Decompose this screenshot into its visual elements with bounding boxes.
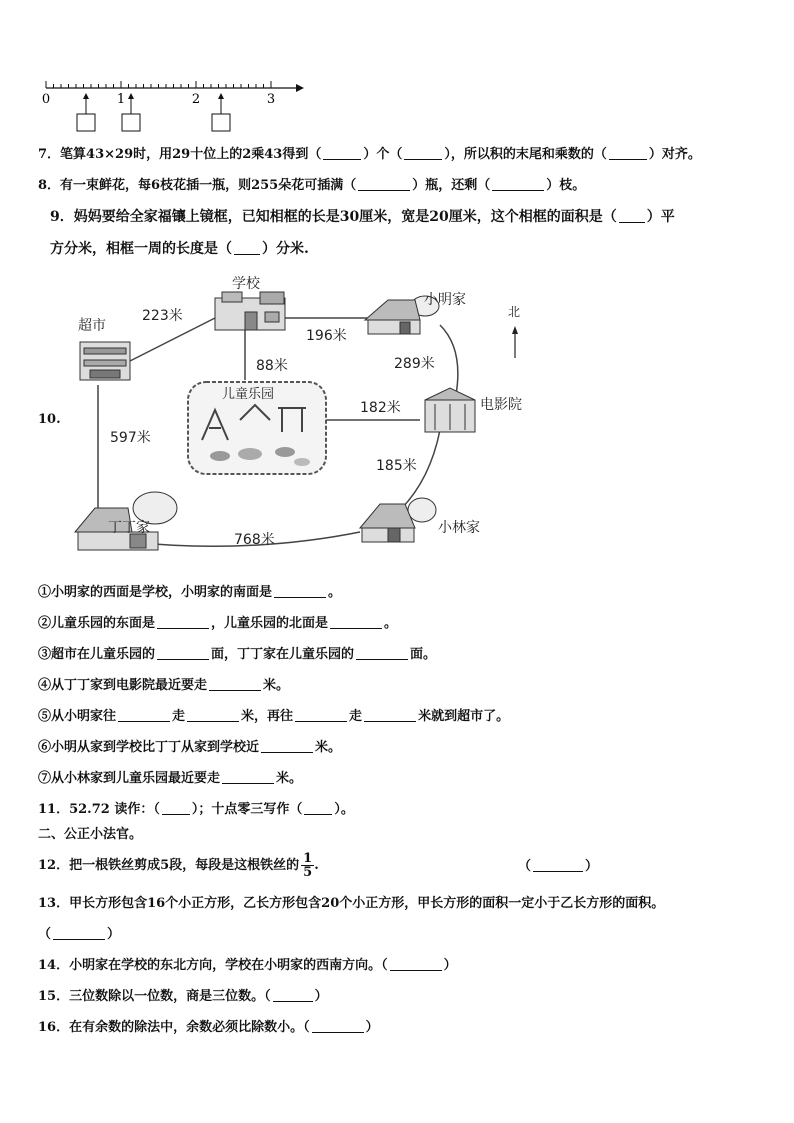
q10-sub-4: ④从丁丁家到电影院最近要走 米。	[38, 678, 290, 693]
q10-sub-2: ②儿童乐园的东面是 ，儿童乐园的北面是 。	[38, 616, 398, 631]
answer-blank[interactable]	[619, 210, 645, 223]
distance-cinema-xiaolin: 185米	[376, 458, 417, 474]
question-16: 16．在有余数的除法中，余数必须比除数小。（ ）	[38, 1020, 379, 1035]
answer-blank[interactable]	[304, 802, 332, 815]
label-xiaolin-home: 小林家	[438, 520, 480, 536]
distance-park-cinema: 182米	[360, 400, 401, 416]
question-9-line-2: 方分米，相框一周的长度是（ ）分米.	[50, 241, 309, 257]
distance-school-xiaoming: 196米	[306, 328, 347, 344]
distance-dingding-xiaolin: 768米	[234, 532, 275, 548]
label-park: 儿童乐园	[222, 387, 275, 402]
answer-blank[interactable]	[157, 616, 209, 629]
answer-blank[interactable]	[533, 859, 583, 872]
answer-blank[interactable]	[209, 678, 261, 691]
answer-blank[interactable]	[222, 771, 274, 784]
fraction: $\frac{1}{5}$	[303, 851, 313, 880]
north-arrow-icon	[512, 326, 518, 358]
distance-school-park: 88米	[256, 358, 288, 374]
label-school: 学校	[232, 276, 260, 292]
question-7: 7．笔算43×29时，用29十位上的2乘43得到（ ）个（ ），所以积的末尾和乘数的（ ）对齐。	[38, 147, 701, 162]
cinema-icon	[425, 388, 475, 432]
ruler-label-1: 1	[116, 92, 126, 107]
answer-blank[interactable]	[358, 178, 410, 191]
answer-blank[interactable]	[274, 585, 326, 598]
question-11: 11．52.72 读作：（ ）；十点零三写作（ ）。	[38, 802, 354, 817]
distance-supermarket-school: 223米	[142, 308, 183, 324]
question-9-line-1: 9．妈妈要给全家福镶上镜框，已知相框的长是30厘米，宽是20厘米，这个相框的面积是（ ）平	[50, 209, 675, 225]
answer-blank[interactable]	[356, 647, 408, 660]
answer-blank[interactable]	[609, 147, 647, 160]
answer-blank[interactable]	[364, 709, 416, 722]
q10-sub-1: ①小明家的西面是学校，小明家的南面是 。	[38, 585, 342, 600]
label-north: 北	[508, 305, 521, 319]
question-15: 15．三位数除以一位数，商是三位数。（ ）	[38, 989, 328, 1004]
q10-sub-7: ⑦从小林家到儿童乐园最近要走 米。	[38, 771, 303, 786]
label-xiaoming-home: 小明家	[424, 292, 466, 308]
ruler-arrow-1	[77, 93, 95, 131]
answer-blank[interactable]	[187, 709, 239, 722]
distance-supermarket-dingding: 597米	[110, 430, 151, 446]
q10-sub-6: ⑥小明从家到学校比丁丁从家到学校近 米。	[38, 740, 342, 755]
answer-blank[interactable]	[118, 709, 170, 722]
question-10-number: 10.	[38, 412, 61, 427]
answer-blank[interactable]	[261, 740, 313, 753]
distance-xiaoming-cinema: 289米	[394, 356, 435, 372]
question-12: 12．把一根铁丝剪成5段，每段是这根铁丝的 $\frac{1}{5}$ .	[38, 851, 319, 880]
section-2-heading: 二、公正小法官。	[38, 827, 143, 842]
number-line	[38, 78, 308, 138]
answer-blank[interactable]	[295, 709, 347, 722]
road-supermarket-school	[128, 318, 215, 362]
answer-blank[interactable]	[404, 147, 442, 160]
answer-blank[interactable]	[273, 989, 313, 1002]
ruler-label-3: 3	[266, 92, 276, 107]
neighborhood-map	[70, 270, 540, 560]
answer-blank[interactable]	[492, 178, 544, 191]
answer-blank[interactable]	[234, 242, 260, 255]
answer-blank[interactable]	[312, 1020, 364, 1033]
school-icon	[215, 292, 285, 330]
answer-blank[interactable]	[162, 802, 190, 815]
ruler-label-2: 2	[191, 92, 201, 107]
ruler-label-0: 0	[41, 92, 51, 107]
question-8: 8．有一束鲜花，每6枝花插一瓶，则255朵花可插满（ ）瓶，还剩（ ）枝。	[38, 178, 586, 193]
q10-sub-5: ⑤从小明家往 走 米，再往 走 米就到超市了。	[38, 709, 510, 724]
answer-blank[interactable]	[323, 147, 361, 160]
answer-blank[interactable]	[53, 927, 105, 940]
label-cinema: 电影院	[480, 397, 522, 413]
question-12-answer: （ ）	[518, 859, 599, 874]
label-dingding-home: 丁丁家	[108, 520, 150, 536]
answer-blank[interactable]	[157, 647, 209, 660]
xiaolin-home-icon	[360, 498, 436, 542]
q10-sub-3: ③超市在儿童乐园的 面，丁丁家在儿童乐园的 面。	[38, 647, 437, 662]
label-supermarket: 超市	[78, 318, 106, 334]
question-13: 13．甲长方形包含16个小正方形，乙长方形包含20个小正方形，甲长方形的面积一定小于乙长方形的面积。	[38, 896, 665, 911]
answer-blank[interactable]	[390, 958, 442, 971]
question-13-answer: （ ）	[38, 927, 121, 942]
ruler-arrow-3	[212, 93, 230, 131]
supermarket-icon	[80, 342, 130, 380]
question-14: 14．小明家在学校的东北方向，学校在小明家的西南方向。（ ）	[38, 958, 457, 973]
answer-blank[interactable]	[330, 616, 382, 629]
